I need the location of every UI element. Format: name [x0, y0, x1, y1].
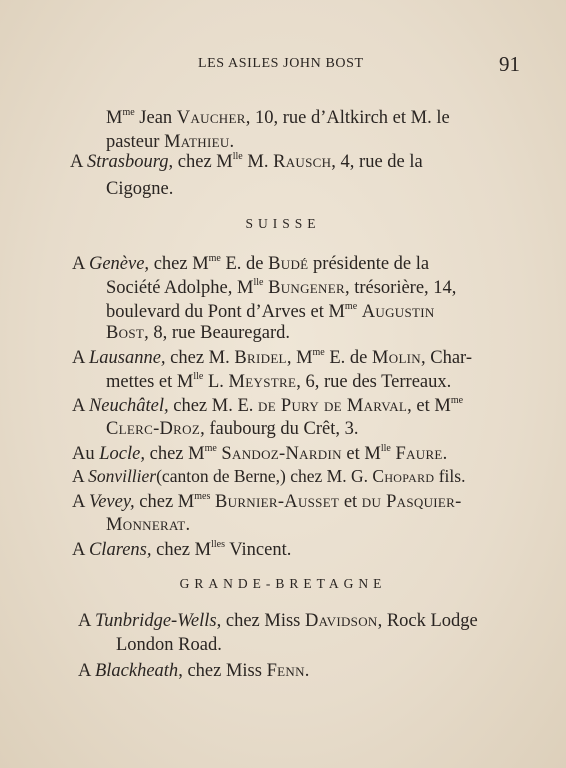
entry-line — [78, 612, 478, 631]
text: et — [339, 492, 362, 512]
surname: de Pury de Marval — [258, 396, 408, 416]
text: L. — [203, 372, 229, 392]
entry-line — [106, 420, 359, 439]
section-heading-suisse: SUISSE — [245, 216, 321, 231]
surname: Bungener — [268, 278, 345, 298]
text: chez M. E. — [168, 396, 258, 416]
text: fils. — [434, 466, 466, 486]
entry-line — [72, 348, 472, 368]
surname: Monnerat — [106, 515, 186, 535]
page-header — [60, 52, 520, 76]
text: A — [78, 661, 95, 681]
abbrev-sup: me — [208, 253, 221, 264]
text: boulevard du Pont d’Arves et M — [106, 302, 345, 322]
entry-line — [72, 254, 429, 274]
text: (canton de Berne,) chez M. G. — [156, 466, 373, 486]
text: , M — [286, 348, 313, 368]
abbrev-sup: me — [204, 443, 217, 454]
city-name: Tunbridge-Wells — [94, 611, 217, 631]
section-heading-grande-bretagne: GRANDE-BRETAGNE — [179, 576, 387, 591]
text: , chez Miss — [216, 611, 305, 631]
entry-line — [72, 492, 462, 512]
text: A — [72, 348, 89, 368]
text: mettes et M — [106, 372, 194, 392]
entry-line — [106, 133, 234, 152]
text: , 8, rue Beauregard. — [144, 323, 290, 343]
abbrev-sup: lles — [211, 539, 225, 550]
text: London Road. — [116, 635, 222, 655]
text: , chez Miss — [178, 661, 267, 681]
abbrev-sup: mes — [194, 491, 211, 502]
entry-line — [72, 540, 291, 560]
surname: Meystre — [228, 372, 297, 392]
text: . — [442, 444, 448, 464]
text: E. de — [220, 254, 269, 274]
text: chez M. — [165, 348, 235, 368]
city-name: Locle, — [99, 444, 145, 464]
surname: Augustin — [361, 302, 435, 322]
running-title: LES ASILES JOHN BOST — [198, 56, 364, 71]
text: , faubourg du Crêt, 3. — [200, 419, 359, 439]
text: chez M — [151, 540, 212, 560]
entry-line — [116, 636, 222, 655]
city-name: Vevey, — [88, 492, 135, 512]
city-name: Lausanne, — [88, 348, 166, 368]
text: E. de — [324, 348, 372, 368]
text: Cigogne. — [106, 179, 174, 199]
text: , Rock Lodge — [377, 611, 478, 631]
entry-line — [106, 516, 190, 535]
surname: Bridel — [234, 348, 287, 368]
text: A — [72, 492, 89, 512]
text: pasteur — [106, 132, 165, 152]
abbrev-sup: lle — [232, 151, 243, 162]
abbrev-sup: me — [344, 301, 358, 312]
entry-line — [70, 152, 423, 172]
abbrev-sup: me — [312, 347, 325, 358]
entry-line — [78, 662, 309, 681]
surname: Budé — [268, 254, 309, 274]
city-name: Clarens, — [88, 540, 152, 560]
surname: Davidson — [304, 611, 378, 631]
entry-line — [106, 278, 456, 298]
text: , et M — [407, 396, 451, 416]
surname: Chopard — [372, 466, 435, 486]
text: et M — [341, 444, 381, 464]
text: Société Adolphe, M — [106, 278, 254, 298]
abbrev-sup: lle — [253, 277, 264, 288]
text: chez M — [144, 444, 205, 464]
city-name: Genève, — [88, 254, 150, 274]
city-name: Neuchâtel, — [88, 396, 169, 416]
entry-line — [72, 444, 447, 464]
text: , 4, rue de la — [331, 152, 423, 172]
city-name: Strasbourg — [86, 152, 169, 172]
surname: Mathieu — [164, 132, 230, 152]
entry-line — [106, 108, 450, 128]
text: Vincent. — [224, 540, 292, 560]
surname: Burnier-Ausset — [215, 492, 340, 512]
text: , chez M — [168, 152, 233, 172]
abbrev-sup: lle — [193, 371, 204, 382]
surname: Fenn — [266, 661, 305, 681]
text: A — [72, 396, 89, 416]
text: , Char- — [421, 348, 473, 368]
entry-line — [106, 324, 290, 343]
text: présidente de la — [308, 254, 430, 274]
city-name: Sonvillier — [88, 466, 157, 486]
text: M. — [242, 152, 274, 172]
abbrev-sup: me — [122, 107, 135, 118]
entry-line — [106, 180, 173, 199]
city-name: Blackheath — [94, 661, 179, 681]
text: , 6, rue des Terreaux. — [296, 372, 452, 392]
text: A — [72, 540, 89, 560]
text: . — [185, 515, 191, 535]
text: chez M — [134, 492, 195, 512]
text: chez M — [149, 254, 209, 274]
entry-line — [106, 372, 451, 392]
text: M — [106, 108, 123, 128]
surname: Bost — [106, 323, 145, 343]
text: , 10, rue d’Altkirch et M. le — [245, 108, 450, 128]
surname: Sandoz-Nardin — [221, 444, 342, 464]
surname: Molin — [372, 348, 421, 368]
text: A — [70, 152, 87, 172]
text: , trésorière, 14, — [344, 278, 457, 298]
page-number: 91 — [499, 52, 520, 76]
entry-line — [72, 396, 463, 416]
surname: Clerc-Droz — [106, 419, 201, 439]
text: A — [72, 254, 89, 274]
text: A — [72, 466, 89, 486]
surname: Rausch — [273, 152, 332, 172]
entry-line — [106, 302, 435, 322]
text: A — [78, 611, 95, 631]
entry-line — [72, 468, 465, 486]
surname: Vaucher — [176, 108, 246, 128]
text: Au — [72, 444, 100, 464]
surname: du Pasquier- — [361, 492, 462, 512]
text: . — [304, 661, 310, 681]
surname: Faure — [395, 444, 443, 464]
abbrev-sup: lle — [380, 443, 391, 454]
text: Jean — [134, 108, 177, 128]
text: . — [229, 132, 235, 152]
abbrev-sup: me — [450, 395, 464, 406]
